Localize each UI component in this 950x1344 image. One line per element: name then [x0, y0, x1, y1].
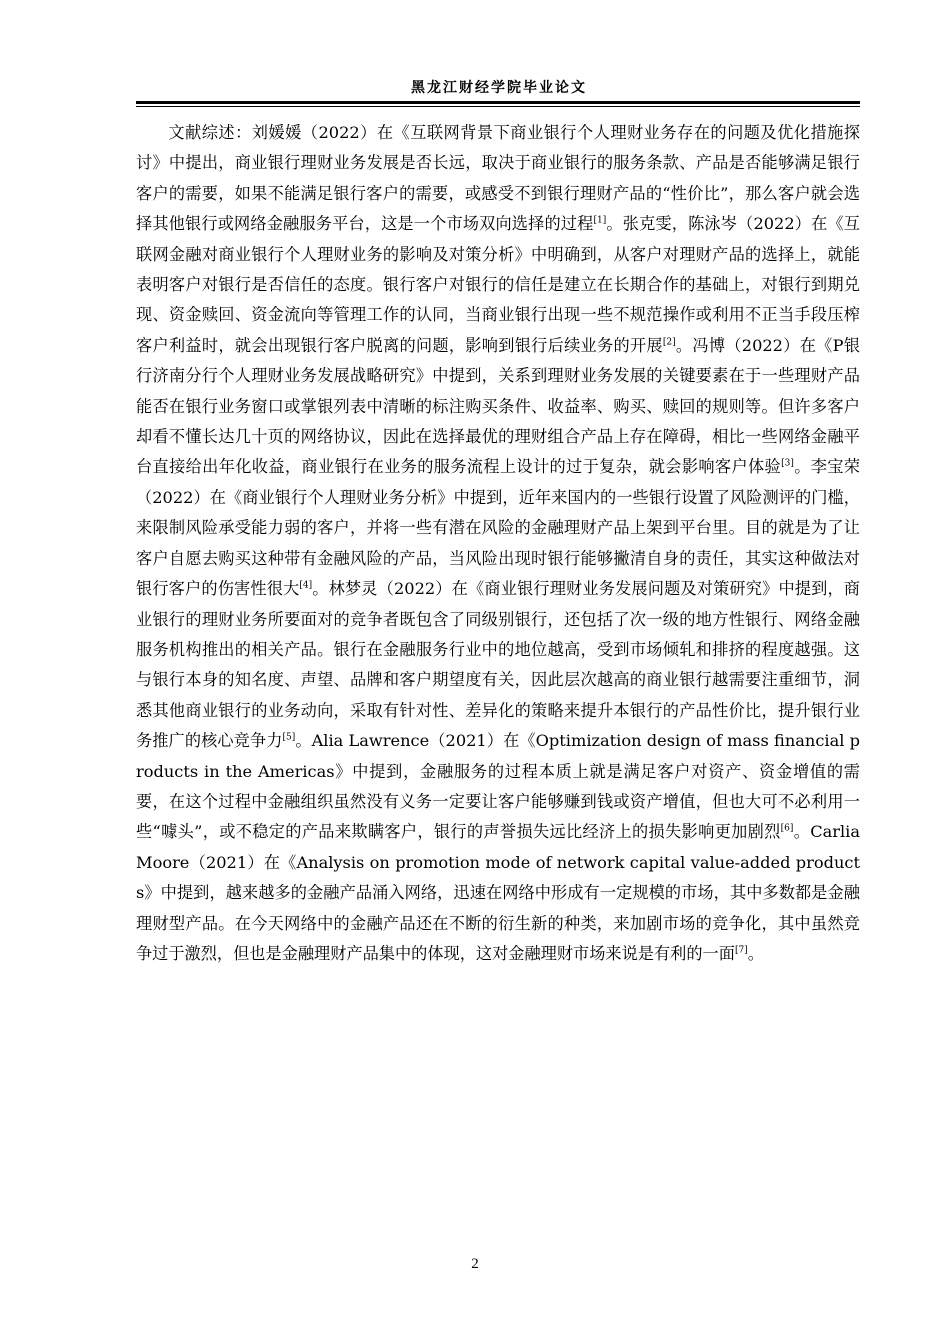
header-rule-thin [136, 106, 860, 107]
segment-text: 。李宝荣（2022）在《商业银行个人理财业务分析》中提到，近年来国内的一些银行设置了风险测评的门槛，来限制风险承受能力弱的客户，并将一些有潜在风险的金融理财产品上架到平台里。目的就是为了让客户自愿去购买这种带有金融风险的产品，当风险出现时银行能够撇清自身的责任，其实这种做法对银行客户的伤害性很大 [136, 457, 861, 599]
citation-ref: [5] [282, 732, 296, 743]
header-rule-thick [136, 101, 860, 104]
segment-text: 文献综述：刘媛媛（2022）在《互联网背景下商业银行个人理财业务存在的问题及优化措施探讨》中提出，商业银行理财业务发展是否长远，取决于商业银行的服务条款、产品是否能够满足银行客户的需要，如果不能满足银行客户的需要，或感受不到银行理财产品的“性价比”，那么客户就会选择其他银行或网络金融服务平台，这是一个市场双向选择的过程 [136, 123, 860, 234]
segment-text: 。Carlia Moore（2021）在《Analysis on promotion mode of network capital value-added products》中提到，越来越多的金融产品涌入网络，迅速在网络中形成有一定规模的市场，其中多数都是金融理财型产品。在今天网络中的金融产品还在不断的衍生新的种类，来加剧市场的竞争化，其中虽然竞争过于激烈，但也是金融理财产品集中的体现，这对金融理财市场来说是有利的一面 [136, 822, 860, 963]
segment-text: 。冯博（2022）在《P银行济南分行个人理财业务发展战略研究》中提到，关系到理财业务发展的关键要素在于一些理财产品能否在银行业务窗口或掌银列表中清晰的标注购买条件、收益率、购买、赎回的规则等。但许多客户却看不懂长达几十页的网络协议，因此在选择最优的理财组合产品上存在障碍，相比一些网络金融平台直接给出年化收益，商业银行在业务的服务流程上设计的过于复杂，就会影响客户体验 [136, 335, 861, 477]
citation-ref: [7] [734, 945, 748, 956]
citation-ref: [2] [662, 337, 676, 348]
segment-text: 。林梦灵（2022）在《商业银行理财业务发展问题及对策研究》中提到，商业银行的理财业务所要面对的竞争者既包含了同级别银行，还包括了次一级的地方性银行、网络金融服务机构推出的相关产品。银行在金融服务行业中的地位越高，受到市场倾轧和排挤的程度越强。这与银行本身的知名度、声望、品牌和客户期望度有关，因此层次越高的商业银行越需要注重细节，洞悉其他商业银行的业务动向，采取有针对性、差异化的策略来提升本银行的产品性价比，提升银行业务推广的核心竞争力 [136, 579, 860, 751]
segment-text: 。 [747, 943, 764, 963]
literature-review-paragraph [136, 118, 860, 969]
segment-text: 。张克雯，陈泳岑（2022）在《互联网金融对商业银行个人理财业务的影响及对策分析》中明确到，从客户对理财产品的选择上，就能表明客户对银行是否信任的态度。银行客户对银行的信任是建立在长期合作的基础上，对银行到期兑现、资金赎回、资金流向等管理工作的认同，当商业银行出现一些不规范操作或利用不正当手段压榨客户利益时，就会出现银行客户脱离的问题，影响到银行后续业务的开展 [136, 214, 861, 355]
page-number: 2 [471, 1256, 479, 1272]
running-header: 黑龙江财经学院毕业论文 [411, 80, 587, 96]
citation-ref: [3] [781, 459, 794, 470]
citation-ref: [4] [299, 580, 313, 591]
citation-ref: [6] [780, 823, 794, 834]
citation-ref: [1] [593, 215, 607, 226]
segment-text: 。Alia Lawrence（2021）在《Optimization design of mass financial products in the Americas》中提到，金融服务的过程本质上就是满足客户对资产、资金增值的需要，在这个过程中金融组织虽然没有义务一定要让客户能够赚到钱或资产增值，但也大可不必利用一些“噱头”，或不稳定的产品来欺瞒客户，银行的声誉损失远比经济上的损失影响更加剧烈 [136, 731, 860, 842]
